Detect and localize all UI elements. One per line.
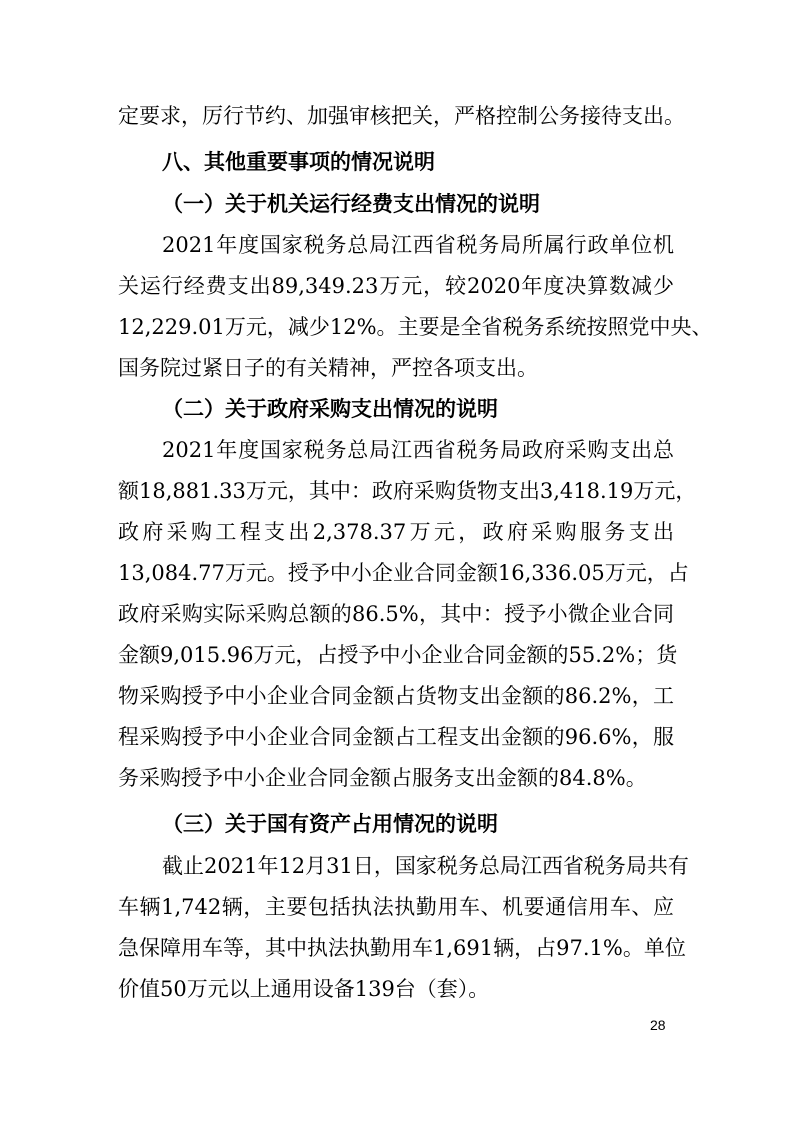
paragraph-line: 金额9,015.96万元，占授予中小企业合同金额的55.2%；货 (118, 643, 678, 667)
paragraph-line: 物采购授予中小企业合同金额占货物支出金额的86.2%，工 (118, 684, 674, 708)
paragraph-line: 2021年度国家税务总局江西省税务局政府采购支出总 (162, 438, 674, 462)
paragraph-line: 政府采购实际采购总额的86.5%，其中：授予小微企业合同 (118, 602, 674, 626)
page-number: 28 (650, 1017, 666, 1033)
paragraph-line: 额18,881.33万元，其中：政府采购货物支出3,418.19万元， (118, 479, 697, 503)
paragraph-line: 13,084.77万元。授予中小企业合同金额16,336.05万元，占 (118, 561, 689, 585)
subsection-heading: （一）关于机关运行经费支出情况的说明 (162, 192, 540, 216)
paragraph-line: 截止2021年12月31日，国家税务总局江西省税务局共有 (162, 854, 689, 878)
paragraph-line: 国务院过紧日子的有关精神，严控各项支出。 (118, 356, 538, 380)
paragraph-line: 关运行经费支出89,349.23万元，较2020年度决算数减少 (118, 274, 674, 298)
paragraph-line: 车辆1,742辆，主要包括执法执勤用车、机要通信用车、应 (118, 895, 674, 919)
subsection-heading: （二）关于政府采购支出情况的说明 (162, 397, 498, 421)
paragraph-line: 急保障用车等，其中执法执勤用车1,691辆，占97.1%。单位 (118, 936, 686, 960)
paragraph-line: 务采购授予中小企业合同金额占服务支出金额的84.8%。 (118, 766, 647, 790)
paragraph-line: 政府采购工程支出2,378.37万元，政府采购服务支出 (118, 520, 674, 544)
subsection-heading: （三）关于国有资产占用情况的说明 (162, 812, 498, 836)
paragraph-line: 12,229.01万元，减少12%。主要是全省税务系统按照党中央、 (118, 315, 713, 339)
paragraph-line: 价值50万元以上通用设备139台（套）。 (118, 977, 490, 1001)
paragraph-line: 程采购授予中小企业合同金额占工程支出金额的96.6%，服 (118, 725, 674, 749)
paragraph-line: 2021年度国家税务总局江西省税务局所属行政单位机 (162, 233, 674, 257)
section-heading: 八、其他重要事项的情况说明 (162, 150, 435, 174)
paragraph-line: 定要求，厉行节约、加强审核把关，严格控制公务接待支出。 (118, 104, 685, 128)
